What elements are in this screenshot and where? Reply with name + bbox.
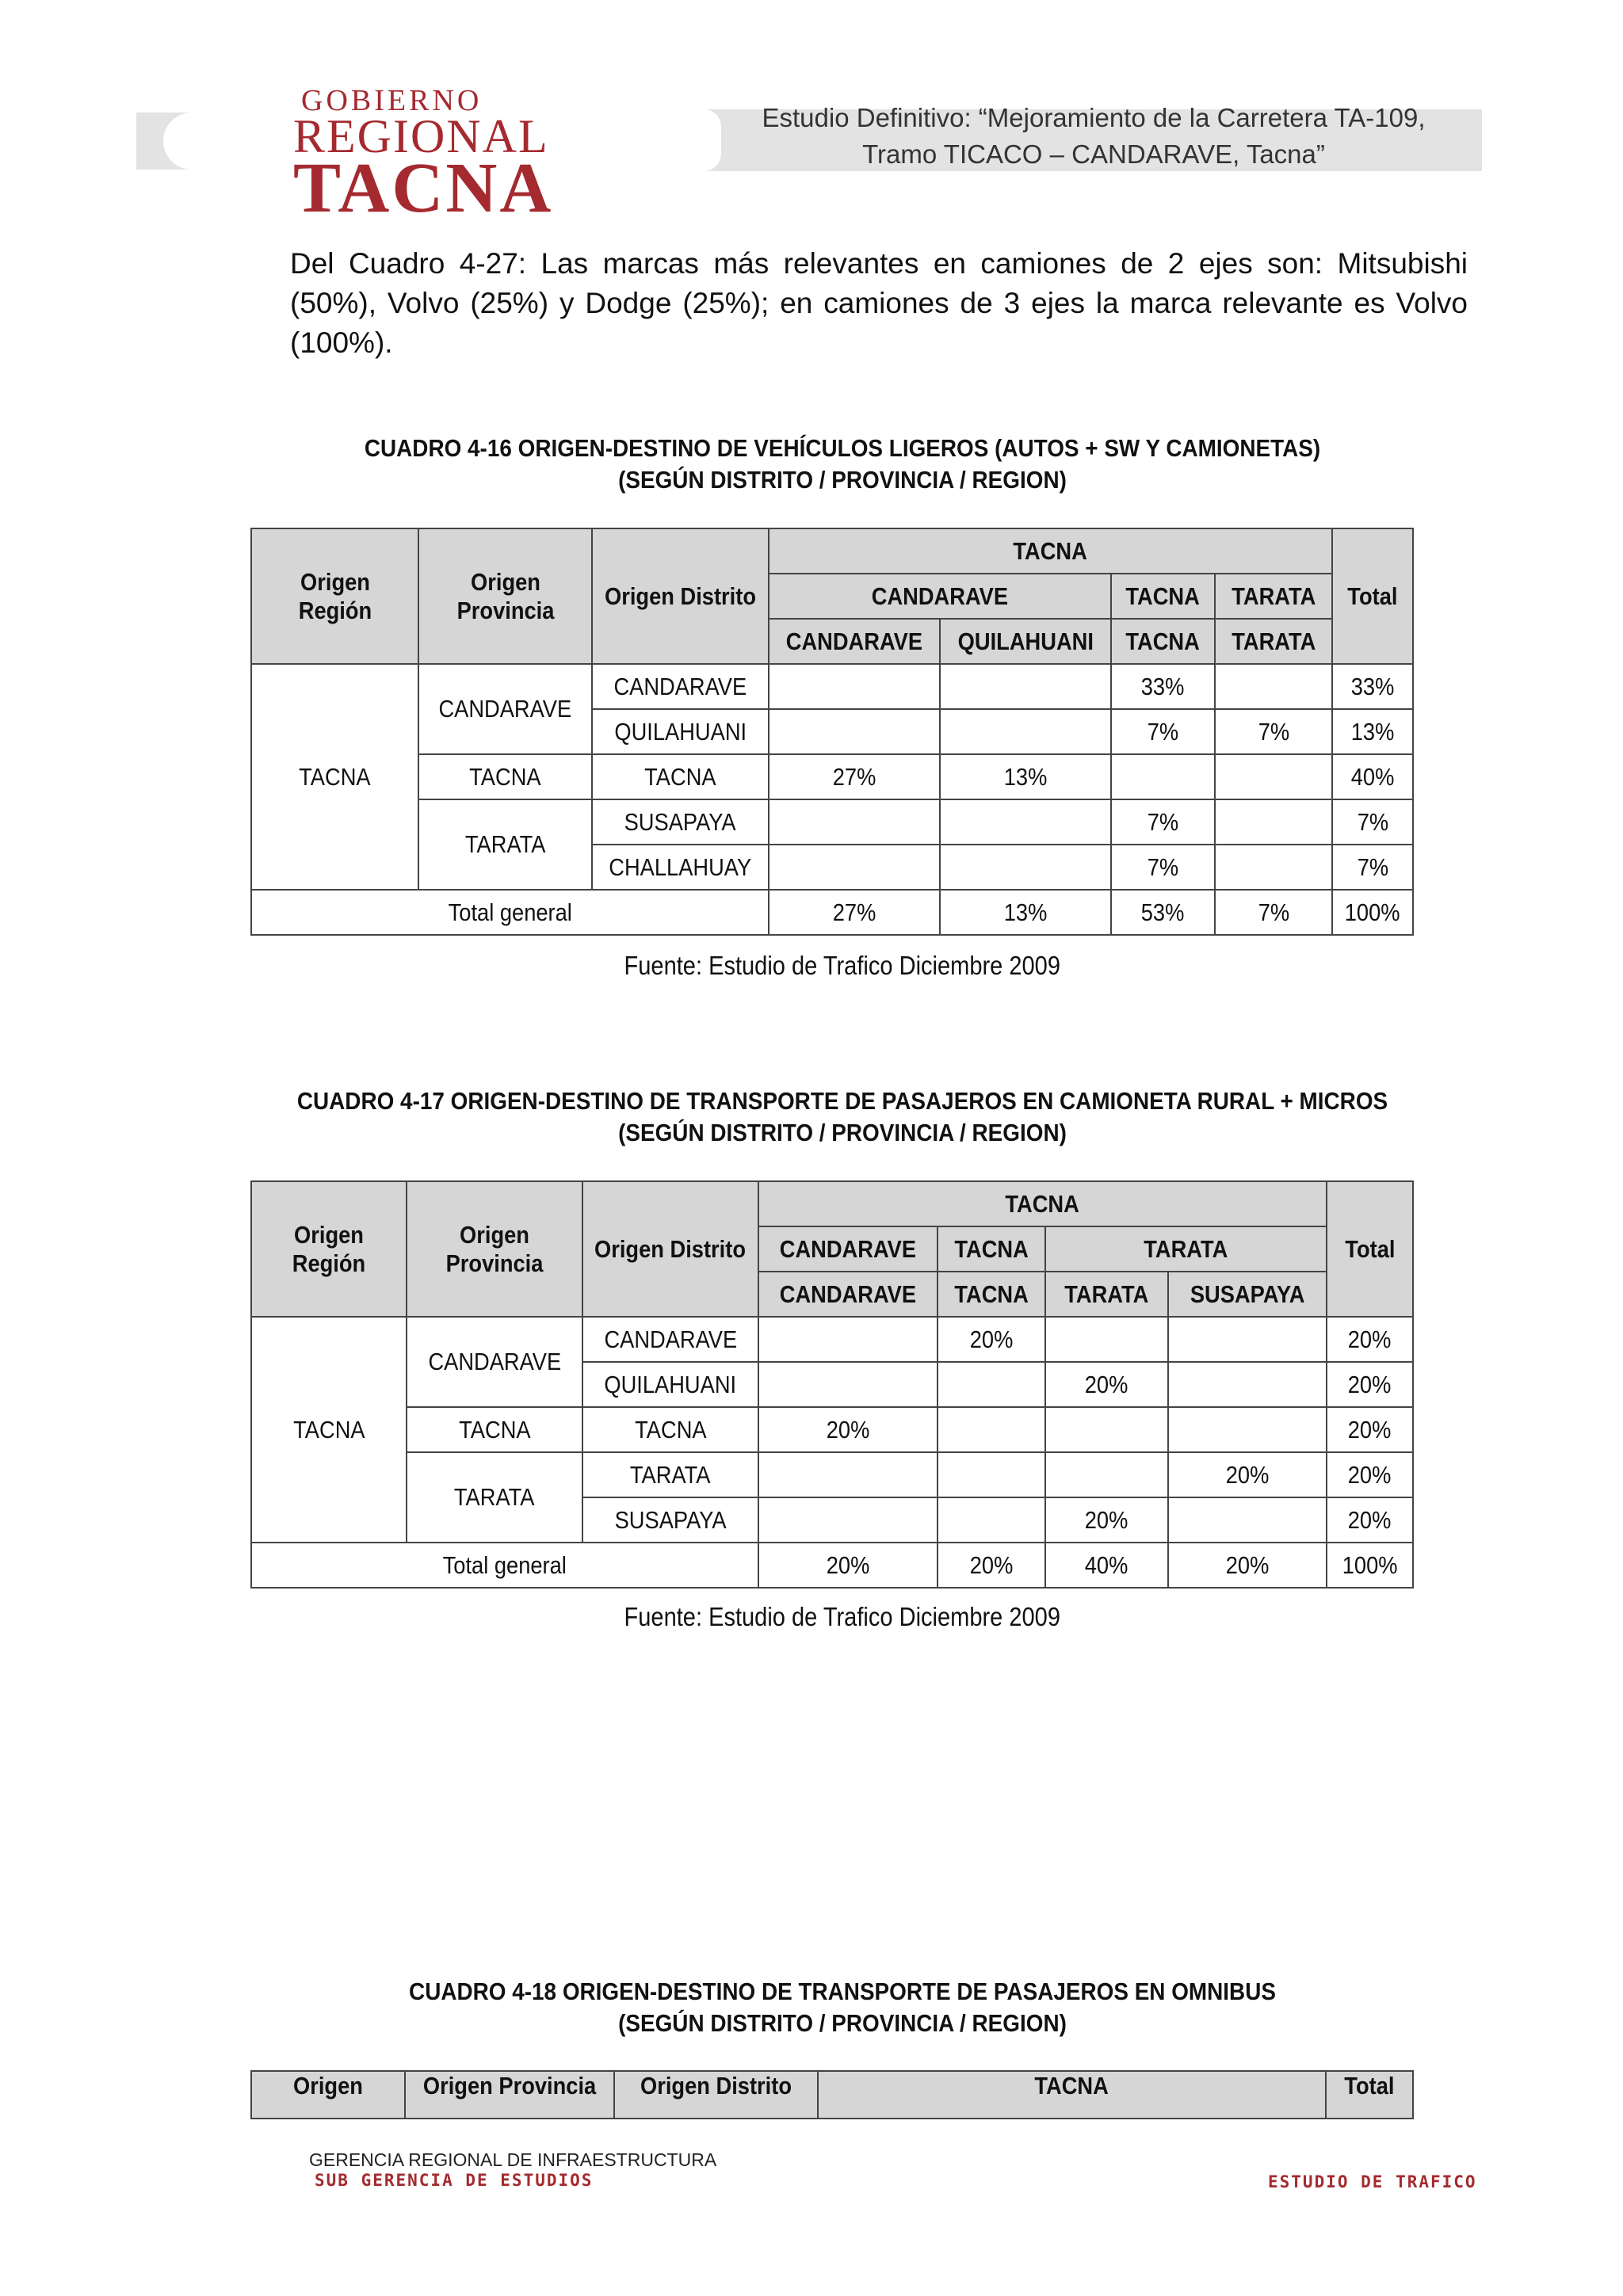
- cell-value: 20%: [938, 1543, 1045, 1588]
- header-prov-tarata: TARATA: [1045, 1226, 1327, 1272]
- header-region-tacna: TACNA: [769, 528, 1332, 574]
- cell-total: 20%: [1327, 1407, 1413, 1452]
- logo-line-3: TACNA: [293, 149, 554, 227]
- table3-origen-destino-omnibus: [250, 2070, 1414, 2119]
- table2-source: Fuente: Estudio de Trafico Diciembre 2009: [624, 1602, 1061, 1631]
- table-total-row: [251, 1543, 1413, 1588]
- cell-distrito: SUSAPAYA: [582, 1497, 758, 1543]
- cell-total: 33%: [1332, 664, 1413, 709]
- cell-value: [769, 709, 940, 754]
- header-origen-distrito: Origen Distrito: [592, 528, 769, 664]
- header-origen-region: Origen Región: [251, 1181, 407, 1317]
- cell-value: [1215, 664, 1332, 709]
- gobierno-regional-tacna-logo: [293, 84, 610, 227]
- cell-total: 20%: [1327, 1497, 1413, 1543]
- table1-title: [207, 433, 1478, 496]
- cell-value: [940, 664, 1111, 709]
- cell-total: 20%: [1327, 1317, 1413, 1362]
- header-prov-tacna: TACNA: [1111, 574, 1215, 619]
- table1-title-line-2: (SEGÚN DISTRITO / PROVINCIA / REGION): [618, 466, 1067, 494]
- cell-value: 20%: [758, 1407, 938, 1452]
- cell-value: 20%: [938, 1317, 1045, 1362]
- cell-value: [1111, 754, 1215, 799]
- cell-value: [1168, 1317, 1327, 1362]
- cell-total: 40%: [1332, 754, 1413, 799]
- cell-distrito: CHALLAHUAY: [592, 845, 769, 890]
- header-dist-tacna: TACNA: [938, 1272, 1045, 1317]
- cell-value: 27%: [769, 754, 940, 799]
- header-dist-candarave: CANDARAVE: [758, 1272, 938, 1317]
- cell-total-label: Total general: [251, 1543, 758, 1588]
- table-row: [251, 754, 1413, 799]
- cell-value: [769, 799, 940, 845]
- footer-sub-gerencia: SUB GERENCIA DE ESTUDIOS: [315, 2171, 594, 2190]
- table2-title-line-2: (SEGÚN DISTRITO / PROVINCIA / REGION): [618, 1119, 1067, 1146]
- cell-distrito: CANDARAVE: [582, 1317, 758, 1362]
- cell-value: 13%: [940, 890, 1111, 935]
- header-prov-tacna: TACNA: [938, 1226, 1045, 1272]
- cell-value: 33%: [1111, 664, 1215, 709]
- header-dist-tarata: TARATA: [1045, 1272, 1168, 1317]
- cell-value: [1215, 754, 1332, 799]
- table1-title-line-1: CUADRO 4-16 ORIGEN-DESTINO DE VEHÍCULOS LIGEROS (AUTOS + SW Y CAMIONETAS): [364, 434, 1321, 462]
- header-dist-susapaya: SUSAPAYA: [1168, 1272, 1327, 1317]
- cell-value: 7%: [1111, 709, 1215, 754]
- cell-value: 27%: [769, 890, 940, 935]
- header-total: Total: [1326, 2071, 1413, 2119]
- cell-value: [1215, 799, 1332, 845]
- table1-source: Fuente: Estudio de Trafico Diciembre 2009: [624, 951, 1061, 980]
- cell-value: 7%: [1215, 709, 1332, 754]
- logo-line-2: REGIONAL: [293, 110, 549, 162]
- cell-total: 20%: [1327, 1362, 1413, 1407]
- cell-value: [758, 1317, 938, 1362]
- cell-value: [769, 664, 940, 709]
- cell-region: TACNA: [251, 664, 418, 890]
- header-prov-tarata: TARATA: [1215, 574, 1332, 619]
- header-dist-tarata: TARATA: [1215, 619, 1332, 664]
- cell-provincia: CANDARAVE: [418, 664, 592, 754]
- cell-total: 100%: [1327, 1543, 1413, 1588]
- cell-value: [940, 799, 1111, 845]
- cell-total: 13%: [1332, 709, 1413, 754]
- header-origen-region: Origen Región: [251, 528, 418, 664]
- table3-title: [207, 1976, 1478, 2039]
- cell-value: [1168, 1362, 1327, 1407]
- table-total-row: [251, 890, 1413, 935]
- cell-distrito: QUILAHUANI: [592, 709, 769, 754]
- cell-value: 20%: [1045, 1497, 1168, 1543]
- cell-distrito: TACNA: [592, 754, 769, 799]
- cell-value: [938, 1497, 1045, 1543]
- cell-region: TACNA: [251, 1317, 407, 1543]
- cell-distrito: TACNA: [582, 1407, 758, 1452]
- cell-value: [758, 1497, 938, 1543]
- header-prov-candarave: CANDARAVE: [769, 574, 1111, 619]
- cell-value: [938, 1362, 1045, 1407]
- cell-distrito: CANDARAVE: [592, 664, 769, 709]
- table1-origen-destino-ligeros: [250, 528, 1414, 936]
- header-total: Total: [1327, 1181, 1413, 1317]
- table-row: [251, 1452, 1413, 1497]
- header-dist-tacna: TACNA: [1111, 619, 1215, 664]
- header-dist-quilahuani: QUILAHUANI: [940, 619, 1111, 664]
- cell-value: [1045, 1452, 1168, 1497]
- cell-value: 13%: [940, 754, 1111, 799]
- cell-provincia: TARATA: [418, 799, 592, 890]
- table3-title-line-1: CUADRO 4-18 ORIGEN-DESTINO DE TRANSPORTE DE PASAJEROS EN OMNIBUS: [409, 1978, 1276, 2005]
- header-origen-distrito: Origen Distrito: [582, 1181, 758, 1317]
- cell-total-label: Total general: [251, 890, 769, 935]
- header-region-tacna: TACNA: [818, 2071, 1326, 2119]
- cell-value: [1168, 1497, 1327, 1543]
- cell-value: [769, 845, 940, 890]
- table2-title-line-1: CUADRO 4-17 ORIGEN-DESTINO DE TRANSPORTE DE PASAJEROS EN CAMIONETA RURAL + MICROS: [296, 1087, 1388, 1115]
- cell-value: 40%: [1045, 1543, 1168, 1588]
- cell-provincia: TARATA: [407, 1452, 582, 1543]
- cell-total: 100%: [1332, 890, 1413, 935]
- cell-value: [1215, 845, 1332, 890]
- header-total: Total: [1332, 528, 1413, 664]
- table-row: [251, 1317, 1413, 1362]
- cell-provincia: TACNA: [418, 754, 592, 799]
- cell-value: 7%: [1215, 890, 1332, 935]
- cell-distrito: QUILAHUANI: [582, 1362, 758, 1407]
- cell-value: [940, 845, 1111, 890]
- cell-total: 20%: [1327, 1452, 1413, 1497]
- cell-value: [1045, 1317, 1168, 1362]
- document-header-title: [713, 100, 1474, 173]
- cell-distrito: TARATA: [582, 1452, 758, 1497]
- cell-value: [758, 1362, 938, 1407]
- cell-value: 20%: [1045, 1362, 1168, 1407]
- table-row: [251, 799, 1413, 845]
- table2-title: [207, 1085, 1478, 1149]
- cell-value: [940, 709, 1111, 754]
- cell-value: 7%: [1111, 845, 1215, 890]
- cell-provincia: CANDARAVE: [407, 1317, 582, 1407]
- cell-value: 7%: [1111, 799, 1215, 845]
- header-origen-distrito: Origen Distrito: [614, 2071, 818, 2119]
- cell-value: [758, 1452, 938, 1497]
- cell-distrito: SUSAPAYA: [592, 799, 769, 845]
- header-title-line-1: Estudio Definitivo: “Mejoramiento de la Carretera TA-109,: [762, 103, 1426, 132]
- header-origen-provincia: Origen Provincia: [418, 528, 592, 664]
- cell-value: [938, 1452, 1045, 1497]
- table3-title-line-2: (SEGÚN DISTRITO / PROVINCIA / REGION): [618, 2009, 1067, 2037]
- header-origen: Origen: [251, 2071, 405, 2119]
- header-origen-provincia: Origen Provincia: [407, 1181, 582, 1317]
- cell-value: 53%: [1111, 890, 1215, 935]
- cell-total: 7%: [1332, 799, 1413, 845]
- header-region-tacna: TACNA: [758, 1181, 1327, 1226]
- cell-value: 20%: [758, 1543, 938, 1588]
- header-prov-candarave: CANDARAVE: [758, 1226, 938, 1272]
- cell-value: [1168, 1407, 1327, 1452]
- cell-value: [1045, 1407, 1168, 1452]
- cell-provincia: TACNA: [407, 1407, 582, 1452]
- cell-value: 20%: [1168, 1543, 1327, 1588]
- header-title-line-2: Tramo TICACO – CANDARAVE, Tacna”: [862, 139, 1325, 169]
- table-row: [251, 664, 1413, 709]
- cell-total: 7%: [1332, 845, 1413, 890]
- cell-value: 20%: [1168, 1452, 1327, 1497]
- table2-origen-destino-camioneta-rural: [250, 1180, 1414, 1589]
- logo-line-1: GOBIERNO: [301, 84, 483, 117]
- header-origen-provincia: Origen Provincia: [405, 2071, 614, 2119]
- cell-value: [938, 1407, 1045, 1452]
- header-decoration-left: [136, 113, 192, 170]
- intro-paragraph: Del Cuadro 4-27: Las marcas más relevantes en camiones de 2 ejes son: Mitsubishi (50%), Volvo (25%) y Dodge (25%); en camiones de 3 ejes la marca relevante es Volvo (100%).: [290, 247, 1468, 359]
- table-row: [251, 1407, 1413, 1452]
- footer-section-name: ESTUDIO DE TRAFICO: [1268, 2172, 1477, 2191]
- footer-gerencia: GERENCIA REGIONAL DE INFRAESTRUCTURA: [309, 2149, 717, 2170]
- header-dist-candarave: CANDARAVE: [769, 619, 940, 664]
